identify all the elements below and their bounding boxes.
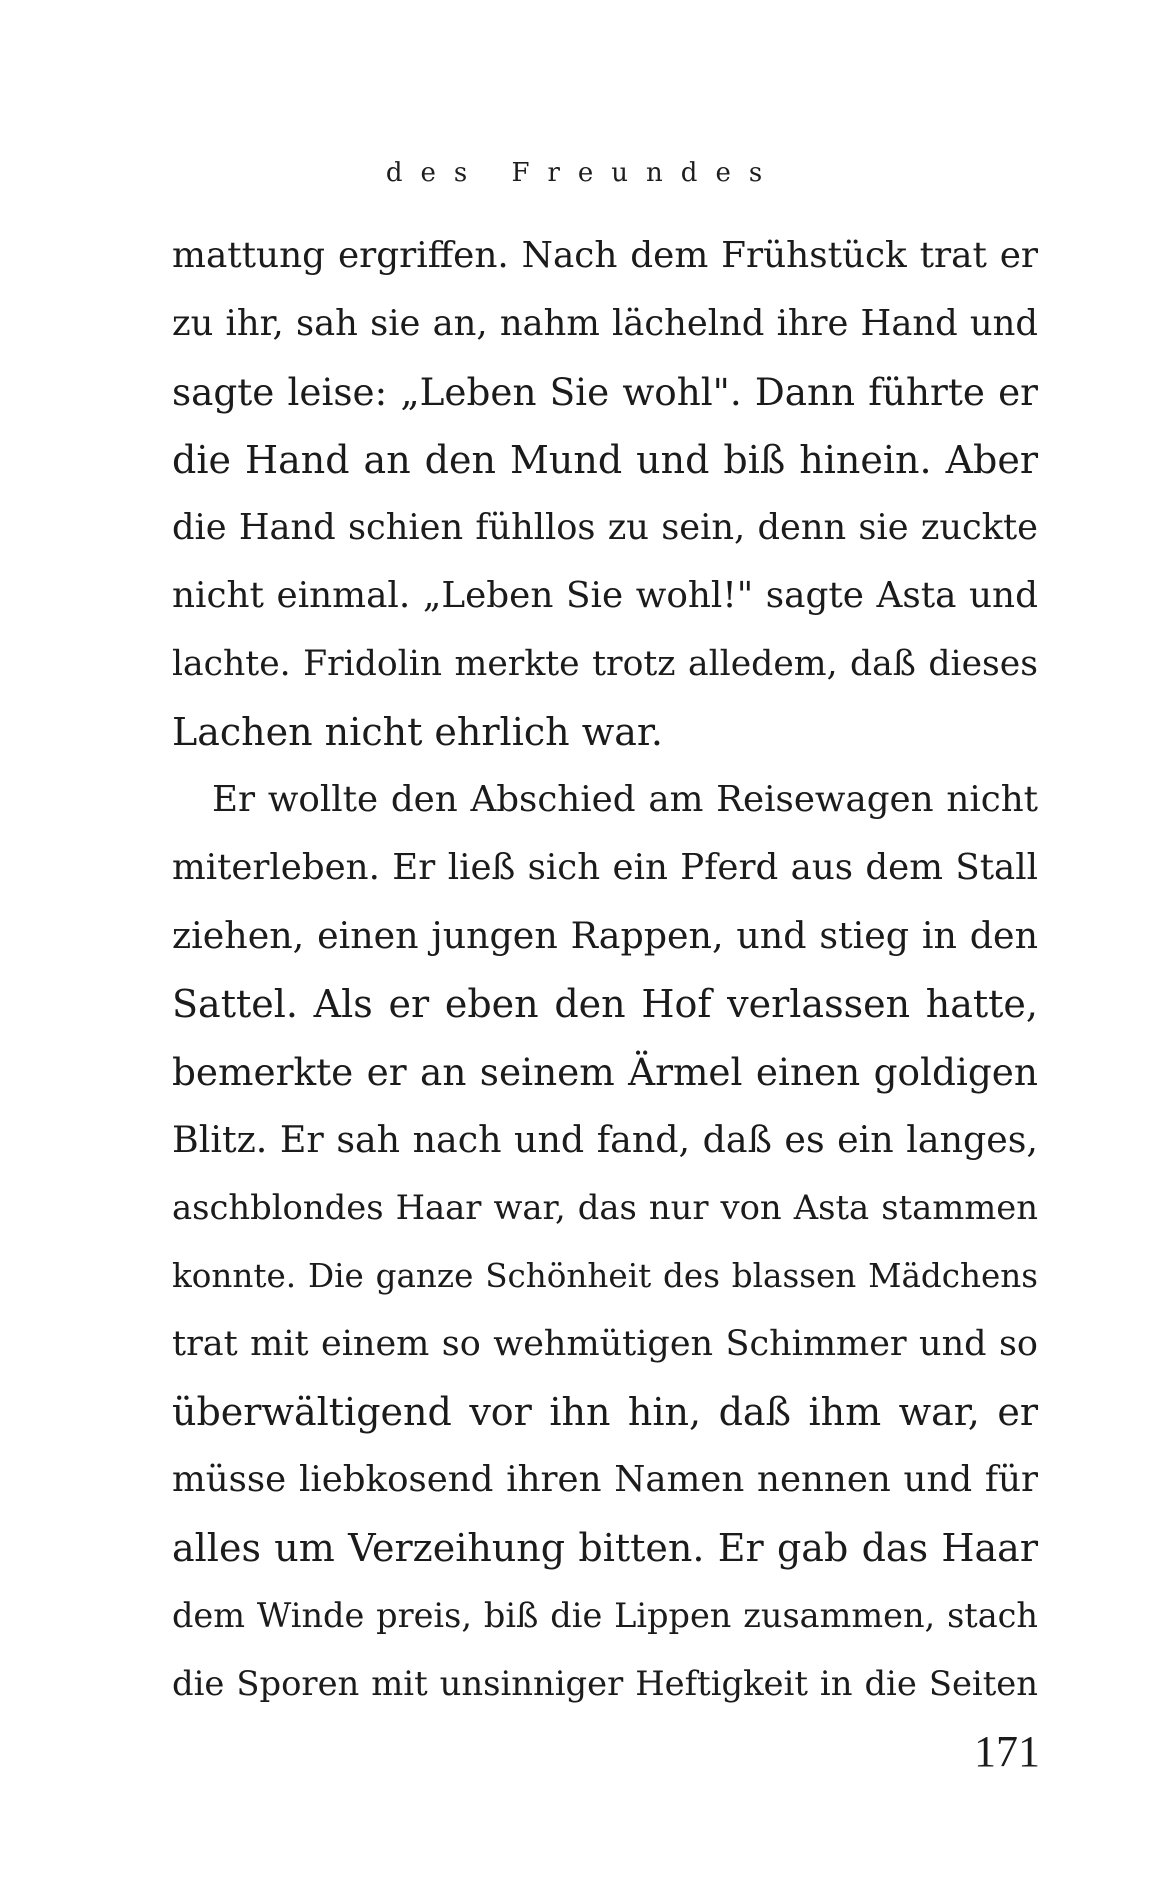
text-line: dem Winde preis, biß die Lippen zusammen, stach xyxy=(172,1596,1038,1635)
body-text xyxy=(172,222,1038,1718)
text-line: bemerkte er an seinem Ärmel einen goldigen xyxy=(172,1050,1038,1094)
text-line: Lachen nicht ehrlich war. xyxy=(172,710,663,754)
text-line: die Hand an den Mund und biß hinein. Aber xyxy=(172,438,1038,482)
page-number: 171 xyxy=(974,1727,1040,1776)
text-line: zu ihr, sah sie an, nahm lächelnd ihre Hand und xyxy=(172,303,1038,344)
paragraph-2 xyxy=(172,766,1038,1718)
text-line: mattung ergriffen. Nach dem Frühstück trat er xyxy=(172,235,1038,276)
text-line: miterleben. Er ließ sich ein Pferd aus dem Stall xyxy=(172,847,1038,888)
text-line: die Hand schien fühllos zu sein, denn sie zuckte xyxy=(172,507,1038,548)
text-line: ziehen, einen jungen Rappen, und stieg in den xyxy=(172,914,1038,957)
text-line: überwältigend vor ihn hin, daß ihm war, er xyxy=(172,1390,1038,1434)
text-line: Blitz. Er sah nach und fand, daß es ein langes, xyxy=(172,1118,1038,1161)
text-line: Sattel. Als er eben den Hof verlassen hatte, xyxy=(172,982,1038,1026)
text-line: die Sporen mit unsinniger Heftigkeit in die Seiten xyxy=(172,1664,1038,1703)
paragraph-1 xyxy=(172,222,1038,766)
text-line: lachte. Fridolin merkte trotz alledem, daß dieses xyxy=(172,644,1038,684)
text-line: müsse liebkosend ihren Namen nennen und für xyxy=(172,1459,1038,1500)
text-line: nicht einmal. „Leben Sie wohl!" sagte Asta und xyxy=(172,575,1038,616)
text-line: sagte leise: „Leben Sie wohl". Dann führte er xyxy=(172,370,1038,414)
running-head: des Freundes xyxy=(385,158,781,188)
text-line: aschblondes Haar war, das nur von Asta stammen xyxy=(172,1188,1038,1227)
text-line: konnte. Die ganze Schönheit des blassen Mädchens xyxy=(172,1257,1038,1295)
text-line: trat mit einem so wehmütigen Schimmer und so xyxy=(172,1324,1038,1364)
text-line: alles um Verzeihung bitten. Er gab das Haar xyxy=(172,1526,1038,1570)
text-line: Er wollte den Abschied am Reisewagen nicht xyxy=(212,779,1038,820)
